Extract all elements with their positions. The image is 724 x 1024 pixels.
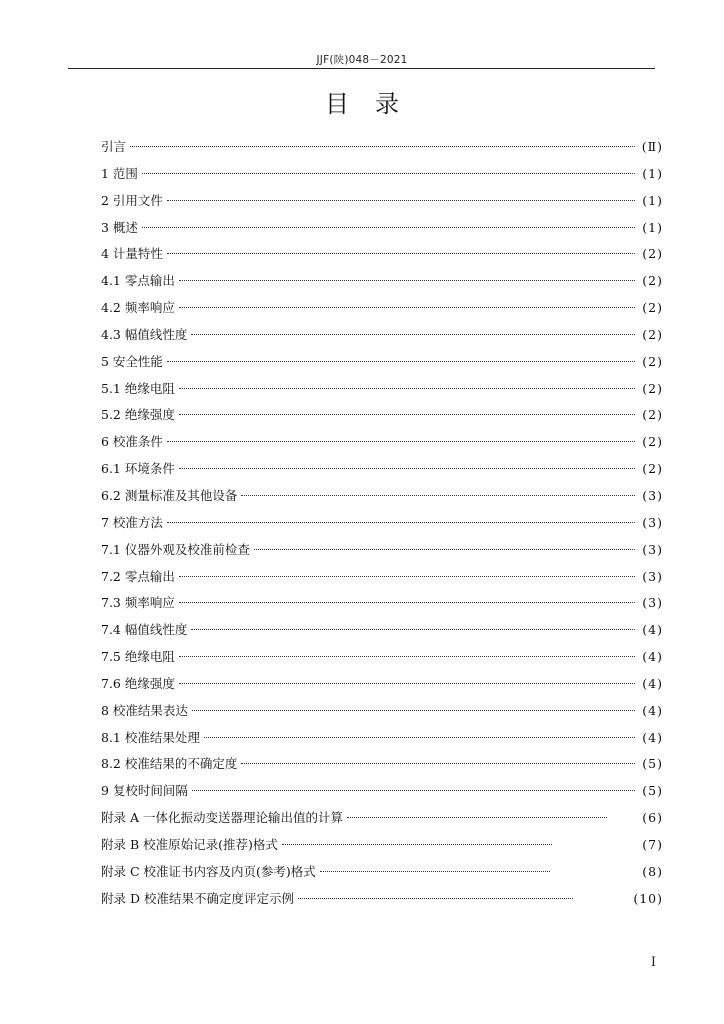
toc-entry-page: (7) <box>642 836 663 852</box>
toc-entry-label: 5 安全性能 <box>101 353 163 369</box>
toc-entry-label: 6 校准条件 <box>101 434 163 450</box>
toc-leader-dots <box>167 200 635 201</box>
toc-entry-page: (4) <box>642 649 663 665</box>
toc-entry-7-2[interactable] <box>101 564 663 591</box>
toc-entry-3[interactable] <box>101 215 663 242</box>
toc-entry-7-1[interactable] <box>101 537 663 564</box>
toc-entry-6-2[interactable] <box>101 483 663 510</box>
toc-entry-label: 附录 A 一体化振动变送器理论输出值的计算 <box>101 810 343 826</box>
toc-leader-dots <box>191 629 635 630</box>
toc-entry-page: (2) <box>642 353 663 369</box>
toc-leader-dots <box>179 307 635 308</box>
toc-entry-label: 8.1 校准结果处理 <box>101 729 200 745</box>
toc-entry-8-1[interactable] <box>101 725 663 752</box>
page-title: 目录 <box>325 90 425 118</box>
toc-entry-7-6[interactable] <box>101 671 663 698</box>
toc-entry-label: 附录 C 校准证书内容及内页(参考)格式 <box>101 863 316 879</box>
toc-entry-label: 9 复校时间间隔 <box>101 783 188 799</box>
toc-entry-4[interactable] <box>101 241 663 268</box>
toc-entry-page: (2) <box>642 326 663 342</box>
toc-entry-appendix-d[interactable] <box>101 886 663 913</box>
toc-entry-page: (2) <box>642 407 663 423</box>
toc-leader-dots <box>192 710 635 711</box>
toc-leader-dots <box>179 388 635 389</box>
toc-leader-dots <box>130 146 635 147</box>
toc-entry-page: (Ⅱ) <box>641 139 663 154</box>
toc-entry-page: (2) <box>642 434 663 450</box>
toc-entry-page: (1) <box>642 165 663 181</box>
toc-entry-page: (1) <box>642 192 663 208</box>
toc-entry-label: 7.2 零点输出 <box>101 568 175 584</box>
toc-leader-dots <box>192 790 635 791</box>
toc-entry-label: 5.1 绝缘电阻 <box>101 380 175 396</box>
toc-leader-dots <box>204 737 635 738</box>
toc-entry-page: (10) <box>633 890 663 906</box>
toc-entry-5[interactable] <box>101 349 663 376</box>
toc-leader-dots <box>179 468 635 469</box>
toc-entry-page: (4) <box>642 675 663 691</box>
toc-leader-dots <box>347 817 607 818</box>
toc-leader-dots <box>254 549 635 550</box>
toc-entry-page: (5) <box>642 783 663 799</box>
toc-entry-intro[interactable] <box>101 134 663 161</box>
toc-leader-dots <box>320 871 550 872</box>
toc-entry-4-1[interactable] <box>101 268 663 295</box>
table-of-contents <box>101 134 663 912</box>
toc-entry-9[interactable] <box>101 778 663 805</box>
toc-leader-dots <box>167 361 635 362</box>
toc-leader-dots <box>282 844 552 845</box>
toc-leader-dots <box>179 683 635 684</box>
toc-leader-dots <box>191 334 635 335</box>
toc-entry-1[interactable] <box>101 161 663 188</box>
toc-entry-label: 5.2 绝缘强度 <box>101 407 175 423</box>
toc-entry-page: (4) <box>642 702 663 718</box>
toc-entry-6[interactable] <box>101 429 663 456</box>
toc-entry-label: 7.6 绝缘强度 <box>101 675 175 691</box>
toc-entry-label: 7.1 仪器外观及校准前检查 <box>101 541 250 557</box>
toc-leader-dots <box>179 576 635 577</box>
toc-entry-label: 8 校准结果表达 <box>101 702 188 718</box>
toc-entry-page: (8) <box>642 863 663 879</box>
toc-entry-label: 附录 B 校准原始记录(推荐)格式 <box>101 836 278 852</box>
toc-leader-dots <box>167 522 635 523</box>
toc-entry-page: (2) <box>642 246 663 262</box>
toc-entry-4-3[interactable] <box>101 322 663 349</box>
toc-entry-label: 2 引用文件 <box>101 192 163 208</box>
toc-entry-7-3[interactable] <box>101 590 663 617</box>
toc-entry-8[interactable] <box>101 698 663 725</box>
toc-leader-dots <box>241 763 635 764</box>
toc-entry-page: (3) <box>642 514 663 530</box>
toc-entry-page: (4) <box>642 729 663 745</box>
toc-leader-dots <box>179 414 635 415</box>
toc-leader-dots <box>142 173 635 174</box>
toc-entry-page: (4) <box>642 622 663 638</box>
toc-entry-label: 8.2 校准结果的不确定度 <box>101 756 238 772</box>
toc-entry-2[interactable] <box>101 188 663 215</box>
toc-entry-page: (2) <box>642 300 663 316</box>
toc-entry-label: 引言 <box>101 139 127 154</box>
toc-entry-appendix-b[interactable] <box>101 832 663 859</box>
toc-entry-5-1[interactable] <box>101 376 663 403</box>
toc-entry-page: (2) <box>642 380 663 396</box>
toc-entry-appendix-a[interactable] <box>101 805 663 832</box>
toc-entry-page: (2) <box>642 461 663 477</box>
toc-entry-7-4[interactable] <box>101 617 663 644</box>
toc-entry-4-2[interactable] <box>101 295 663 322</box>
toc-entry-8-2[interactable] <box>101 751 663 778</box>
toc-entry-label: 7.5 绝缘电阻 <box>101 649 175 665</box>
toc-leader-dots <box>167 441 635 442</box>
toc-entry-page: (6) <box>642 810 663 826</box>
toc-entry-label: 3 概述 <box>101 219 138 235</box>
toc-entry-label: 4 计量特性 <box>101 246 163 262</box>
toc-entry-label: 6.1 环境条件 <box>101 461 175 477</box>
toc-entry-label: 7 校准方法 <box>101 514 163 530</box>
toc-entry-page: (3) <box>642 595 663 611</box>
toc-entry-7-5[interactable] <box>101 644 663 671</box>
toc-entry-page: (1) <box>642 219 663 235</box>
page-number: I <box>650 955 656 970</box>
toc-entry-page: (3) <box>642 568 663 584</box>
toc-entry-label: 7.4 幅值线性度 <box>101 622 188 638</box>
toc-entry-label: 附录 D 校准结果不确定度评定示例 <box>101 890 294 906</box>
toc-entry-5-2[interactable] <box>101 402 663 429</box>
toc-entry-page: (5) <box>642 756 663 772</box>
document-code-header: JJF(陕)048－2021 <box>316 54 408 66</box>
toc-entry-label: 4.2 频率响应 <box>101 300 175 316</box>
toc-entry-label: 1 范围 <box>101 165 138 181</box>
toc-leader-dots <box>142 227 635 228</box>
toc-entry-6-1[interactable] <box>101 456 663 483</box>
toc-entry-appendix-c[interactable] <box>101 859 663 886</box>
toc-leader-dots <box>179 656 635 657</box>
toc-entry-label: 7.3 频率响应 <box>101 595 175 611</box>
toc-leader-dots <box>167 253 635 254</box>
header-divider <box>68 68 655 69</box>
toc-entry-label: 4.3 幅值线性度 <box>101 326 188 342</box>
toc-leader-dots <box>179 280 635 281</box>
toc-entry-label: 4.1 零点输出 <box>101 273 175 289</box>
toc-leader-dots <box>179 602 635 603</box>
toc-entry-label: 6.2 测量标准及其他设备 <box>101 487 238 503</box>
toc-entry-page: (3) <box>642 541 663 557</box>
toc-leader-dots <box>298 898 573 899</box>
toc-entry-7[interactable] <box>101 510 663 537</box>
toc-entry-page: (3) <box>642 487 663 503</box>
toc-leader-dots <box>241 495 635 496</box>
toc-entry-page: (2) <box>642 273 663 289</box>
